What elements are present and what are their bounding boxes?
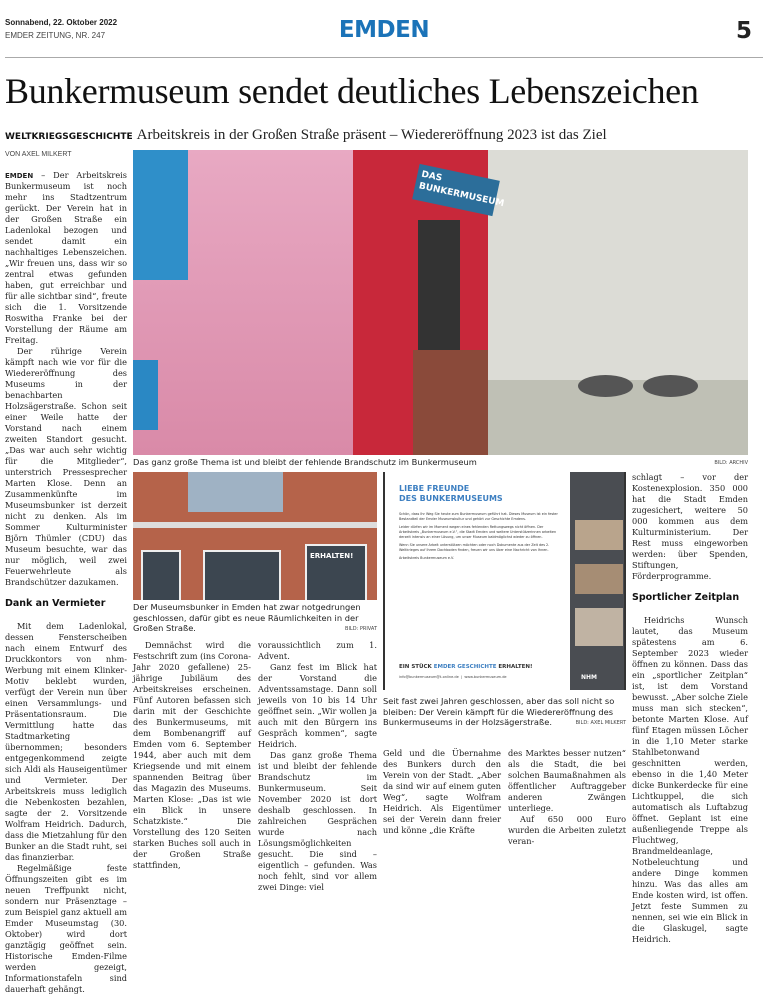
headline: Bunkermuseum sendet deutliches Lebenszeichen	[5, 71, 699, 111]
photo-credit: BILD: AXEL MILKERT	[575, 720, 626, 726]
paragraph: Demnächst wird die Festschrift zum (ins Corona-Jahr 2020 gefallene) 25-jährige Jubiläum des Arbeitskreises erscheinen. Fünf Autoren befassen sich darin mit der Geschichte des Bunkermuseums, mit dem Bombenangriff auf Emden vom 6. September 1944, aber auch mit dem Kriegsende und mit einem spannenden Beitrag über das Magazin des Museums. Marten Klose: „Das ist wie ein Blick in unsere Schatzkiste.“ Die Vorstellung des 120 Seiten starken Buches soll auch in der Großen Straße stattfinden,	[133, 640, 251, 870]
museum-sign: DAS BUNKERMUSEUM	[412, 164, 500, 216]
header-divider	[5, 57, 763, 58]
kicker: WELTKRIEGSGESCHICHTE	[5, 132, 133, 142]
paragraph: EMDEN – Der Arbeitskreis Bunkermuseum ist noch mehr ins Stadtzentrum gerückt. Der Verein hat in der Großen Straße ein Ladenlokal bezogen und sendet damit ein nachhaltiges Lebenszeichen. „Wir freuen uns, dass wir so zentral etwas gefunden haben, gut erreichbar und für alle sichtbar sind“, freute sich die 1. Vorsitzende Roswitha Franke bei der Vorstellung der Räume am Freitag.	[5, 170, 127, 345]
window-lettering: ERHALTEN!	[305, 544, 367, 600]
issue-number: EMDER ZEITUNG, NR. 247	[5, 31, 106, 40]
paragraph: des Marktes besser nutzen“ als die Stadt, die bei solchen Baumaßnahmen als öffentlicher Auftraggeber anderen Zwängen unterliege.	[508, 748, 626, 813]
section-title: EMDEN	[338, 17, 430, 43]
paragraph: schlagt – vor der Kostenexplosion. 350 000 hat die Stadt Emden zugesichert, weitere 50 000 kommen aus dem Kulturministerium. Der Rest muss eingeworben werden: über Spenden, Stiftungen, Förderprogramme.	[632, 472, 748, 581]
nhm-logo: NHM	[581, 674, 598, 681]
paragraph: Auf 650 000 Euro wurden die Arbeiten zuletzt veran-	[508, 814, 626, 846]
poster-photo-caption: Seit fast zwei Jahren geschlossen, aber das soll nicht so bleiben: Der Verein kämpft für die Wiedereröffnung des Bunkermuseums in der Holzsägerstraße. BILD: AXEL MILKERT	[383, 696, 626, 727]
main-photo-caption: Das ganz große Thema ist und bleibt der fehlende Brandschutz im Bunkermuseum BILD: ARCHIV	[133, 457, 748, 467]
issue-date: Sonnabend, 22. Oktober 2022	[5, 18, 118, 27]
photo-credit: BILD: PRIVAT	[345, 626, 377, 632]
poster-slogan: EIN STÜCK EMDER GESCHICHTE ERHALTEN!	[399, 664, 533, 670]
paragraph: Heidrichs Wunsch lautet, das Museum spätestens am 6. September 2023 wieder öffnen zu können. Dass das ein „sportlicher Zeitplan“ ist, ist dem Vorstand bewusst. „Aber solche Ziele muss man sich stecken“, betonte Marten Klose. Auf fünf Etagen müssen Löcher in die 1,10 Meter starke Stahlbetonwand geschnitten werden, ebenso in die 1,40 Meter dicke Bunkerdecke für eine Lichtkuppel, die sich automatisch als Luftabzug öffnet. Geplant ist eine außenliegende Treppe als Fluchtweg, Brandmeldeanlage, Notbeleuchtung und andere Dinge kommen hinzu. Was das alles am Ende kosten wird, ist offen. Jetzt feste Summen zu nennen, sei wie ein Blick in die Glaskugel, sagte Heidrich.	[632, 615, 748, 944]
byline: VON AXEL MILKERT	[5, 151, 72, 158]
paragraph: Der rührige Verein kämpft nach wie vor für die Wiedereröffnung des Museums in der benachbarten Holzsägerstraße. Schon seit einer Weile hatte der Vorstand nach einem zweiten Standort gesucht. „Das war auch sehr wichtig für die Mitglieder“, unterstrich Pressesprecher Marten Klose. Denn an Zusammenkünfte im Museumsbunker ist derzeit nicht zu denken. Als im Sommer Kulturminister Björn Thümler (CDU) das Museum besuchte, war das nur möglich, weil zwei Feuerwehrleute als Brandschützer dazukamen.	[5, 346, 127, 587]
poster-contact: info@bunkermuseum@t-online.de | www.bunkermuseum.de	[399, 675, 507, 679]
main-photo	[133, 150, 748, 455]
article-column-5	[508, 748, 626, 847]
subheadline	[5, 124, 607, 144]
poster-photo: NHM LIEBE FREUNDE DES BUNKERMUSEUMS Schön, dass Ihr Weg Sie heute zum Bunkermuseum geführt hat. Dieses Museum ist ein fester Bestandteil der Emder Museumskultur und gehört zur Geschichte Emdens. Leider dürfen wir im Moment wegen eines fehlenden Rettungswegs nicht öffnen. Der Arbeitskreis „Bunkermuseum e.V.“, die Stadt Emden und weitere Unterstützerinnen arbeiten derzeit intensiv an einer Lösung, um unser Museum baldmöglichst wieder zu öffnen. Wenn Sie unsere Arbeit unterstützen möchten oder noch Dokumente aus der Zeit des 2. Weltkrieges auf Ihrem Dachboden finden, freuen wir uns über eine Nachricht von Ihnen. Arbeitskreis Bunkermuseum e.V. EIN STÜCK EMDER GESCHICHTE ERHALTEN! info@bunkermuseum@t-online.de | www.bunkermuseum.de	[383, 472, 626, 690]
subheading: Dank an Vermieter	[5, 598, 106, 609]
paragraph: Regelmäßige feste Öffnungszeiten gibt es im neuen Treffpunkt nicht, sondern nur Präsenztage – zum Beispiel ganz aktuell am Emder Museumstag (30. Oktober) wird dort ganztägig geöffnet sein. Historische Emden-Filme werden gezeigt, Informationstafeln sind dauerhaft gehängt.	[5, 863, 127, 994]
shop-photo-caption: Der Museumsbunker in Emden hat zwar notgedrungen geschlossen, dafür gibt es neue Räumlichkeiten in der Großen Straße. BILD: PRIVAT	[133, 602, 377, 633]
article-column-3	[258, 640, 377, 893]
subhead: Arbeitskreis in der Großen Straße präsent – Wiedereröffnung 2023 ist das Ziel	[136, 127, 607, 143]
poster-text: Schön, dass Ihr Weg Sie heute zum Bunkermuseum geführt hat. Dieses Museum ist ein fester Bestandteil der Emder Museumskultur und gehört zur Geschichte Emdens. Leider dürfen wir im Moment wegen eines fehlenden Rettungswegs nicht öffnen. Der Arbeitskreis „Bunkermuseum e.V.“, die Stadt Emden und weitere Unterstützerinnen arbeiten derzeit intensiv an einer Lösung, um unser Museum baldmöglichst wieder zu öffnen. Wenn Sie unsere Arbeit unterstützen möchten oder noch Dokumente aus der Zeit des 2. Weltkrieges auf Ihrem Dachboden finden, freuen wir uns über eine Nachricht von Ihnen. Arbeitskreis Bunkermuseum e.V.	[399, 512, 558, 560]
article-column-1	[5, 170, 127, 995]
paragraph: Geld und die Übernahme des Bunkers durch den Verein von der Stadt. „Aber da sind wir auf einem guten Weg“, sagte Wolfram Heidrich. Als Eigentümer sei der Verein dann freier und könne „die Kräfte	[383, 748, 501, 835]
shop-photo	[133, 472, 377, 600]
paragraph: Ganz fest im Blick hat der Vorstand die Adventssamstage. Dann soll jeweils von 10 bis 14 Uhr geöffnet sein. „Wir wollen ja auch mit den Bürgern ins Gespräch kommen“, sagte Heidrich.	[258, 662, 377, 749]
paragraph: Mit dem Ladenlokal, dessen Fensterscheiben nach einem Entwurf des Druckkontors von nhm-Werbung mit einem Klinker-Motiv beklebt wurden, verfügt der Verein nun über einen Versammlungs- und Präsentationsraum. Die Vermittlung hatte das Stadtmarketing übernommen; besonders entgegenkommend zeigte sich Aldi als Hauseigentümer und Vermieter. Der Arbeitskreis muss lediglich die Nebenkosten bezahlen, sagte der 2. Vorsitzende Wolfram Heidrich. Dadurch, dass die Mietzahlung für den Bunker an die Stadt ruht, sei das finanzierbar.	[5, 621, 127, 862]
article-column-4	[383, 748, 501, 836]
paragraph: Das ganz große Thema ist und bleibt der fehlende Brandschutz im Bunkermuseum. Seit November 2020 ist dort deshalb geschlossen. In zahlreichen Gesprächen wurde nach Lösungsmöglichkeiten gesucht. Die sind – eigentlich – gefunden. Was noch fehlt, sind vor allem zwei Dinge: viel	[258, 750, 377, 892]
page-number: 5	[735, 18, 752, 44]
article-column-2	[133, 640, 251, 871]
dateline: EMDEN	[5, 172, 34, 180]
paragraph: voraussichtlich zum 1. Advent.	[258, 640, 377, 661]
article-column-6	[632, 472, 748, 945]
photo-credit: BILD: ARCHIV	[714, 460, 748, 466]
subheading: Sportlicher Zeitplan	[632, 592, 740, 603]
